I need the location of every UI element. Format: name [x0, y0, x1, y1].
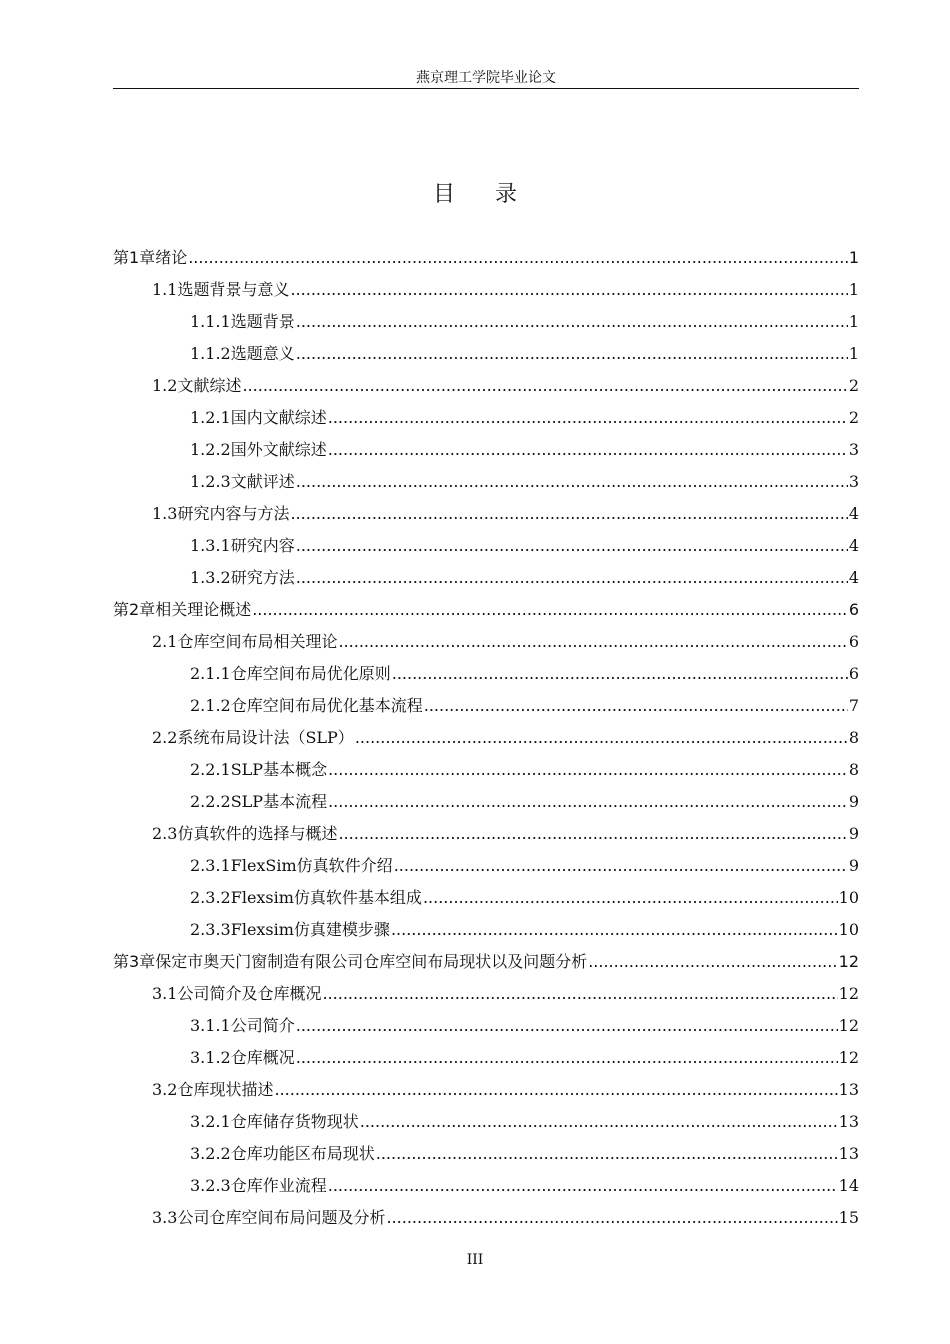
toc-entry-label: 国外文献综述	[230, 440, 327, 459]
toc-entry-page: 8	[848, 760, 859, 779]
toc-entry-label: 公司简介	[230, 1016, 295, 1035]
toc-leader-dots	[328, 1170, 838, 1202]
toc-entry[interactable]	[113, 882, 859, 914]
toc-entry-label: 公司简介及仓库概况	[177, 984, 322, 1003]
toc-entry-number: 3.2.3	[190, 1176, 231, 1195]
toc-entry-number: 2.2	[152, 728, 178, 747]
toc-entry[interactable]	[113, 338, 859, 370]
toc-leader-dots	[296, 562, 848, 594]
toc-entry-number: 2.2.2	[190, 792, 231, 811]
toc-leader-dots	[290, 274, 847, 306]
toc-entry[interactable]	[113, 818, 859, 850]
toc-entry-label: 研究内容	[230, 536, 295, 555]
toc-entry-label: 仓库储存货物现状	[230, 1112, 359, 1131]
toc-entry-number: 3.2	[152, 1080, 178, 1099]
toc-leader-dots	[328, 786, 848, 818]
toc-entry-page: 6	[848, 664, 859, 683]
toc-entry[interactable]	[113, 274, 859, 306]
toc-entry[interactable]	[113, 594, 859, 626]
toc-entry-label: 研究方法	[230, 568, 295, 587]
toc-entry-page: 13	[838, 1144, 859, 1163]
toc-entry[interactable]	[113, 1170, 859, 1202]
table-of-contents	[113, 242, 859, 1234]
toc-entry[interactable]	[113, 1106, 859, 1138]
toc-entry[interactable]	[113, 722, 859, 754]
page-number: III	[466, 1252, 484, 1268]
toc-leader-dots	[338, 626, 847, 658]
toc-leader-dots	[424, 690, 848, 722]
toc-leader-dots	[338, 818, 847, 850]
toc-entry-number: 第3章	[113, 952, 156, 971]
toc-entry-page: 1	[848, 312, 859, 331]
toc-entry-number: 1.2.1	[190, 408, 231, 427]
toc-entry-number: 1.2.2	[190, 440, 231, 459]
toc-entry-number: 1.1.1	[190, 312, 231, 331]
toc-entry-page: 1	[848, 280, 859, 299]
toc-entry-number: 2.3.2	[190, 888, 231, 907]
toc-leader-dots	[188, 242, 848, 274]
toc-entry-page: 2	[848, 408, 859, 427]
toc-entry-label: 公司仓库空间布局问题及分析	[177, 1208, 386, 1227]
toc-entry[interactable]	[113, 466, 859, 498]
toc-entry-number: 3.2.2	[190, 1144, 231, 1163]
toc-entry[interactable]	[113, 626, 859, 658]
toc-entry-page: 4	[848, 504, 859, 523]
toc-entry[interactable]	[113, 434, 859, 466]
toc-entry-label: 绪论	[155, 248, 188, 267]
toc-entry-label: 仓库空间布局优化原则	[230, 664, 391, 683]
toc-entry-number: 1.2	[152, 376, 178, 395]
toc-entry-label: 仓库概况	[230, 1048, 295, 1067]
toc-entry-page: 9	[848, 824, 859, 843]
toc-entry-page: 15	[838, 1208, 859, 1227]
toc-entry[interactable]	[113, 946, 859, 978]
toc-leader-dots	[391, 914, 838, 946]
toc-entry-label: 选题背景	[230, 312, 295, 331]
toc-entry-number: 第2章	[113, 600, 156, 619]
toc-entry-page: 1	[848, 344, 859, 363]
toc-entry-number: 2.1.2	[190, 696, 231, 715]
toc-leader-dots	[394, 850, 848, 882]
toc-entry[interactable]	[113, 562, 859, 594]
toc-entry[interactable]	[113, 658, 859, 690]
toc-leader-dots	[296, 1042, 838, 1074]
toc-entry[interactable]	[113, 1010, 859, 1042]
toc-entry[interactable]	[113, 786, 859, 818]
toc-entry-label: 相关理论概述	[155, 600, 252, 619]
toc-leader-dots	[392, 658, 848, 690]
toc-entry-page: 8	[848, 728, 859, 747]
toc-entry-page: 3	[848, 440, 859, 459]
toc-entry[interactable]	[113, 850, 859, 882]
toc-entry-page: 9	[848, 792, 859, 811]
toc-leader-dots	[588, 946, 837, 978]
toc-entry-label: 国内文献综述	[230, 408, 327, 427]
toc-entry-page: 10	[838, 888, 859, 907]
toc-leader-dots	[386, 1202, 837, 1234]
toc-entry-label: SLP基本流程	[230, 792, 328, 811]
toc-entry-label: 仓库作业流程	[230, 1176, 327, 1195]
toc-entry-label: SLP基本概念	[230, 760, 328, 779]
toc-entry[interactable]	[113, 306, 859, 338]
toc-leader-dots	[296, 338, 848, 370]
toc-entry[interactable]	[113, 402, 859, 434]
toc-entry-page: 13	[838, 1112, 859, 1131]
toc-entry-number: 1.1	[152, 280, 178, 299]
toc-entry-page: 4	[848, 568, 859, 587]
toc-entry[interactable]	[113, 1202, 859, 1234]
toc-entry[interactable]	[113, 1042, 859, 1074]
toc-leader-dots	[322, 978, 837, 1010]
toc-entry-number: 3.3	[152, 1208, 178, 1227]
toc-entry-number: 3.2.1	[190, 1112, 231, 1131]
toc-entry[interactable]	[113, 690, 859, 722]
toc-entry-number: 1.3	[152, 504, 178, 523]
toc-leader-dots	[296, 530, 848, 562]
toc-leader-dots	[355, 722, 848, 754]
toc-entry-number: 2.3	[152, 824, 178, 843]
toc-leader-dots	[423, 882, 838, 914]
toc-entry-label: 仿真软件的选择与概述	[177, 824, 338, 843]
toc-entry-label: Flexsim仿真软件基本组成	[230, 888, 422, 907]
toc-entry[interactable]	[113, 498, 859, 530]
toc-entry-label: 仓库空间布局相关理论	[177, 632, 338, 651]
toc-entry-label: 选题意义	[230, 344, 295, 363]
toc-entry-number: 2.3.1	[190, 856, 231, 875]
header-divider	[113, 88, 859, 89]
toc-entry-label: 仓库现状描述	[177, 1080, 274, 1099]
toc-entry-page: 12	[838, 1048, 859, 1067]
toc-entry-number: 2.2.1	[190, 760, 231, 779]
toc-entry-page: 2	[848, 376, 859, 395]
toc-leader-dots	[296, 306, 848, 338]
toc-entry-label: 仓库功能区布局现状	[230, 1144, 375, 1163]
toc-entry-page: 9	[848, 856, 859, 875]
toc-entry-label: 研究内容与方法	[177, 504, 290, 523]
toc-entry-page: 13	[838, 1080, 859, 1099]
toc-entry-number: 1.3.1	[190, 536, 231, 555]
running-header: 燕京理工学院毕业论文	[416, 70, 556, 86]
toc-entry-page: 1	[848, 248, 859, 267]
page-title: 目录	[432, 182, 557, 207]
toc-entry-label: 文献综述	[177, 376, 242, 395]
toc-leader-dots	[376, 1138, 838, 1170]
toc-leader-dots	[274, 1074, 837, 1106]
toc-entry[interactable]	[113, 914, 859, 946]
toc-leader-dots	[290, 498, 847, 530]
toc-leader-dots	[360, 1106, 838, 1138]
toc-leader-dots	[296, 1010, 838, 1042]
toc-entry-label: 保定市奥天门窗制造有限公司仓库空间布局现状以及问题分析	[155, 952, 588, 971]
toc-entry-page: 10	[838, 920, 859, 939]
toc-entry-page: 12	[838, 984, 859, 1003]
toc-entry-label: 系统布局设计法（SLP）	[177, 728, 354, 747]
toc-leader-dots	[252, 594, 848, 626]
toc-leader-dots	[242, 370, 847, 402]
toc-entry-page: 12	[838, 1016, 859, 1035]
toc-entry-number: 3.1.2	[190, 1048, 231, 1067]
toc-entry-page: 6	[848, 600, 859, 619]
toc-entry-number: 3.1.1	[190, 1016, 231, 1035]
toc-entry-number: 第1章	[113, 248, 156, 267]
toc-entry-page: 4	[848, 536, 859, 555]
toc-leader-dots	[328, 402, 848, 434]
toc-entry-number: 1.1.2	[190, 344, 231, 363]
toc-entry-number: 3.1	[152, 984, 178, 1003]
toc-entry-number: 2.1	[152, 632, 178, 651]
toc-entry-label: 选题背景与意义	[177, 280, 290, 299]
toc-leader-dots	[296, 466, 848, 498]
toc-entry-page: 3	[848, 472, 859, 491]
toc-entry-label: 仓库空间布局优化基本流程	[230, 696, 423, 715]
toc-entry[interactable]	[113, 242, 859, 274]
toc-entry-page: 12	[838, 952, 859, 971]
toc-entry[interactable]	[113, 1138, 859, 1170]
toc-entry-page: 7	[848, 696, 859, 715]
toc-entry-number: 1.2.3	[190, 472, 231, 491]
toc-entry-number: 1.3.2	[190, 568, 231, 587]
toc-entry-label: FlexSim仿真软件介绍	[230, 856, 393, 875]
toc-leader-dots	[328, 434, 848, 466]
toc-leader-dots	[328, 754, 848, 786]
toc-entry[interactable]	[113, 530, 859, 562]
toc-entry-number: 2.1.1	[190, 664, 231, 683]
toc-entry-page: 14	[838, 1176, 859, 1195]
toc-entry[interactable]	[113, 370, 859, 402]
toc-entry-label: 文献评述	[230, 472, 295, 491]
toc-entry-number: 2.3.3	[190, 920, 231, 939]
toc-entry-label: Flexsim仿真建模步骤	[230, 920, 390, 939]
toc-entry[interactable]	[113, 1074, 859, 1106]
toc-entry-page: 6	[848, 632, 859, 651]
toc-entry[interactable]	[113, 754, 859, 786]
toc-entry[interactable]	[113, 978, 859, 1010]
